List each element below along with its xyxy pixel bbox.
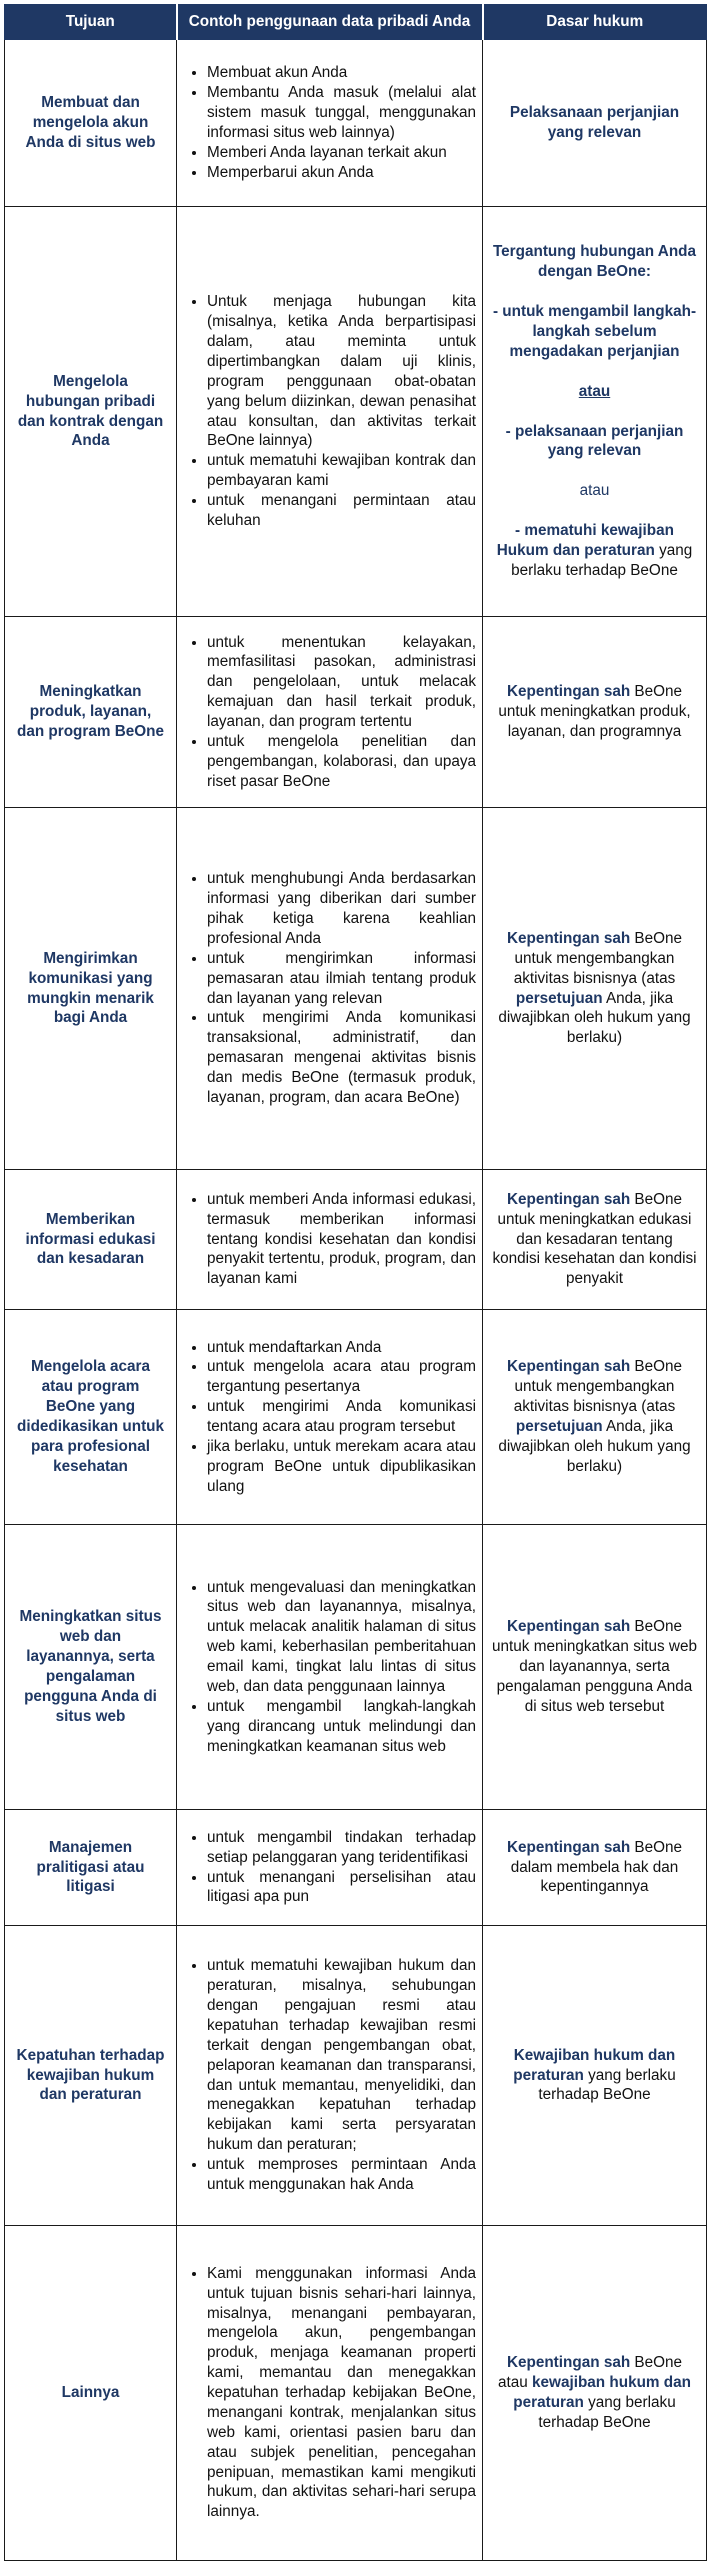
list-item: • jika berlaku, untuk merekam acara atau program BeOne untuk dipublikasikan ulang	[207, 1437, 476, 1497]
purpose-cell: Meningkatkan produk, layanan, dan program BeOne	[5, 617, 177, 808]
purpose-cell: Kepatuhan terhadap kewajiban hukum dan peraturan	[5, 1926, 177, 2226]
examples-cell	[177, 1170, 483, 1310]
legal-basis-cell	[483, 1525, 707, 1810]
list-item: • untuk mengelola penelitian dan pengembangan, kolaborasi, dan upaya riset pasar BeOne	[207, 732, 476, 792]
legal-basis-cell	[483, 40, 707, 207]
legal-basis-text: BeOne dalam membela hak dan kepentingannya	[510, 1838, 683, 1896]
legal-basis-cell	[483, 617, 707, 808]
list-item: • untuk mengambil langkah-langkah yang dirancang untuk melindungi dan meningkatkan keamanan situs web	[207, 1697, 476, 1757]
table-row	[5, 2226, 707, 2561]
list-item: • untuk mengirimi Anda komunikasi tentang acara atau program tersebut	[207, 1397, 476, 1437]
legal-basis-bold: kewajiban hukum dan peraturan	[513, 2374, 691, 2411]
legal-basis-text: BeOne untuk meningkatkan situs web dan layanannya, serta pengalaman pengguna Anda di situs web tersebut	[492, 1618, 697, 1715]
legal-basis-option: - pelaksanaan perjanjian yang relevan	[505, 422, 684, 460]
legal-basis-option: - untuk mengambil langkah-langkah sebelum mengadakan perjanjian	[492, 303, 697, 360]
legal-basis-text: BeOne atau	[498, 2354, 683, 2392]
legal-basis-bold: Kepentingan sah	[506, 2354, 631, 2372]
legal-basis-or: atau	[579, 482, 610, 500]
legal-basis-bold: Kepentingan sah	[506, 929, 631, 947]
legal-basis-text: BeOne untuk meningkatkan produk, layanan, dan programnya	[498, 683, 691, 740]
list-item: • Untuk menjaga hubungan kita (misalnya, ketika Anda berpartisipasi dalam, atau meminta untuk dipertimbangkan dalam uji klinis, program penggunaan obat-obatan yang belum diizinkan, dewan penasihat atau konsultan, dan aktivitas terkait BeOne lainnya)	[207, 292, 476, 451]
table-row	[5, 1926, 707, 2226]
legal-basis-text: yang berlaku terhadap BeOne	[538, 2066, 676, 2104]
examples-cell	[177, 808, 483, 1170]
list-item: • untuk menentukan kelayakan, memfasilitasi pasokan, administrasi dan pengelolaan, untuk melacak kemajuan dan hasil terkait produk, layanan, dan program tertentu	[207, 633, 476, 732]
examples-cell	[177, 40, 483, 207]
purpose-cell: Mengelola acara atau program BeOne yang didedikasikan untuk para profesional kesehatan	[5, 1310, 177, 1525]
legal-basis-text: Anda, jika diwajibkan oleh hukum yang berlaku)	[498, 1418, 691, 1475]
legal-basis-cell	[483, 1310, 707, 1525]
list-item: • untuk mengirimi Anda komunikasi transaksional, administratif, dan pemasaran mengenai aktivitas bisnis dan medis BeOne (termasuk produk, layanan, program, dan acara BeOne)	[207, 1008, 476, 1107]
purpose-cell: Membuat dan mengelola akun Anda di situs web	[5, 40, 177, 207]
list-item: • untuk mendaftarkan Anda	[207, 1338, 476, 1358]
table-row	[5, 207, 707, 617]
purpose-cell: Memberikan informasi edukasi dan kesadaran	[5, 1170, 177, 1310]
list-item: • untuk mematuhi kewajiban kontrak dan pembayaran kami	[207, 451, 476, 491]
list-item: • Membuat akun Anda	[207, 63, 476, 83]
list-item: • untuk menangani permintaan atau keluhan	[207, 491, 476, 531]
examples-cell	[177, 1310, 483, 1525]
purpose-cell: Manajemen pralitigasi atau litigasi	[5, 1810, 177, 1926]
list-item: • Membantu Anda masuk (melalui alat sistem masuk tunggal, menggunakan informasi situs web lainnya)	[207, 83, 476, 143]
legal-basis-cell	[483, 808, 707, 1170]
examples-cell	[177, 617, 483, 808]
list-item: • untuk mematuhi kewajiban hukum dan peraturan, misalnya, sehubungan dengan pengajuan resmi atau kepatuhan terhadap kewajiban resmi terkait dengan pengembangan obat, pelaporan keamanan dan transparansi, dan untuk memantau, menyelidiki, dan menegakkan kepatuhan terhadap kebijakan kami serta persyaratan hukum dan peraturan;	[207, 1956, 476, 2155]
examples-list	[181, 869, 476, 1108]
table-row	[5, 808, 707, 1170]
examples-cell	[177, 1926, 483, 2226]
legal-basis-cell	[483, 1170, 707, 1310]
examples-list	[181, 633, 476, 792]
list-item: • Memberi Anda layanan terkait akun	[207, 143, 476, 163]
list-item: • untuk mengirimkan informasi pemasaran atau ilmiah tentang produk dan layanan yang relevan	[207, 949, 476, 1009]
list-item: • untuk mengambil tindakan terhadap setiap pelanggaran yang teridentifikasi	[207, 1828, 476, 1868]
examples-list	[181, 2264, 476, 2522]
legal-basis-text: BeOne untuk meningkatkan edukasi dan kesadaran tentang kondisi kesehatan dan kondisi penyakit	[492, 1190, 697, 1288]
examples-list	[181, 1828, 476, 1908]
table-row	[5, 40, 707, 207]
list-item: • untuk menangani perselisihan atau litigasi apa pun	[207, 1868, 476, 1908]
header-examples: Contoh penggunaan data pribadi Anda	[177, 5, 483, 40]
examples-list	[181, 292, 476, 531]
table-row	[5, 1525, 707, 1810]
header-legal-basis: Dasar hukum	[483, 5, 707, 40]
legal-basis-bold: persetujuan	[515, 1418, 603, 1435]
table-row	[5, 1810, 707, 1926]
list-item: • untuk memberi Anda informasi edukasi, termasuk memberikan informasi tentang kondisi kesehatan dan kondisi penyakit tertentu, produk, program, dan layanan kami	[207, 1190, 476, 1289]
legal-basis-intro: Tergantung hubungan Anda dengan BeOne:	[492, 243, 697, 281]
legal-basis-or: atau	[578, 382, 611, 400]
legal-basis-text: BeOne untuk mengembangkan aktivitas bisnisnya (atas	[513, 929, 683, 987]
legal-basis-bold: persetujuan	[515, 989, 603, 1007]
legal-basis-bold: Kepentingan sah	[506, 1358, 631, 1376]
list-item: • untuk memproses permintaan Anda untuk menggunakan hak Anda	[207, 2155, 476, 2195]
legal-basis-bold: Pelaksanaan perjanjian yang relevan	[509, 104, 680, 141]
legal-basis-table	[4, 4, 707, 2561]
legal-basis-bold: Kepentingan sah	[506, 1838, 631, 1856]
legal-basis-text: Anda, jika diwajibkan oleh hukum yang berlaku)	[498, 989, 691, 1047]
purpose-cell: Meningkatkan situs web dan layanannya, serta pengalaman pengguna Anda di situs web	[5, 1525, 177, 1810]
list-item: • untuk menghubungi Anda berdasarkan informasi yang diberikan dari sumber pihak ketiga karena keahlian profesional Anda	[207, 869, 476, 949]
legal-basis-text: yang berlaku terhadap BeOne	[538, 2394, 676, 2431]
legal-basis-cell	[483, 1810, 707, 1926]
examples-cell	[177, 1525, 483, 1810]
table-row	[5, 617, 707, 808]
purpose-cell: Mengirimkan komunikasi yang mungkin menarik bagi Anda	[5, 808, 177, 1170]
legal-basis-cell	[483, 2226, 707, 2561]
legal-basis-option: - mematuhi kewajiban Hukum dan peraturan	[496, 522, 674, 559]
examples-cell	[177, 1810, 483, 1926]
examples-list	[181, 1956, 476, 2195]
examples-list	[181, 1578, 476, 1757]
table-row	[5, 1170, 707, 1310]
header-purpose: Tujuan	[5, 5, 177, 40]
legal-basis-bold: Kepentingan sah	[506, 1190, 631, 1208]
examples-cell	[177, 2226, 483, 2561]
legal-basis-text: BeOne untuk mengembangkan aktivitas bisnisnya (atas	[513, 1358, 683, 1416]
legal-basis-text: yang berlaku terhadap BeOne	[511, 542, 693, 579]
legal-basis-cell	[483, 1926, 707, 2226]
list-item: • untuk mengevaluasi dan meningkatkan situs web dan layanannya, misalnya, untuk melacak analitik halaman di situs web kami, keberhasilan pemberitahuan email kami, tingkat lalu lintas di situs web, dan data penggunaan lainnya	[207, 1578, 476, 1697]
purpose-cell: Mengelola hubungan pribadi dan kontrak dengan Anda	[5, 207, 177, 617]
list-item: • Memperbarui akun Anda	[207, 163, 476, 183]
list-item: • untuk mengelola acara atau program tergantung pesertanya	[207, 1357, 476, 1397]
legal-basis-bold: Kewajiban hukum dan peraturan	[513, 2046, 676, 2084]
legal-basis-cell	[483, 207, 707, 617]
table-row	[5, 1310, 707, 1525]
legal-basis-bold: Kepentingan sah	[506, 1618, 631, 1636]
examples-list	[181, 1190, 476, 1289]
examples-list	[181, 63, 476, 182]
table-header-row	[5, 5, 707, 40]
examples-cell	[177, 207, 483, 617]
legal-basis-bold: Kepentingan sah	[506, 683, 631, 701]
examples-list	[181, 1338, 476, 1497]
purpose-cell: Lainnya	[5, 2226, 177, 2561]
list-item: • Kami menggunakan informasi Anda untuk tujuan bisnis sehari-hari lainnya, misalnya, menangani pembayaran, mengelola akun, pengembangan produk, menjaga keamanan properti kami, memantau dan menegakkan kepatuhan terhadap kebijakan BeOne, menangani kontrak, menjalankan situs web kami, orientasi pasien baru dan atau subjek penelitian, pencegahan penipuan, memastikan kami mengikuti hukum, dan aktivitas sehari-hari serupa lainnya.	[207, 2264, 476, 2522]
